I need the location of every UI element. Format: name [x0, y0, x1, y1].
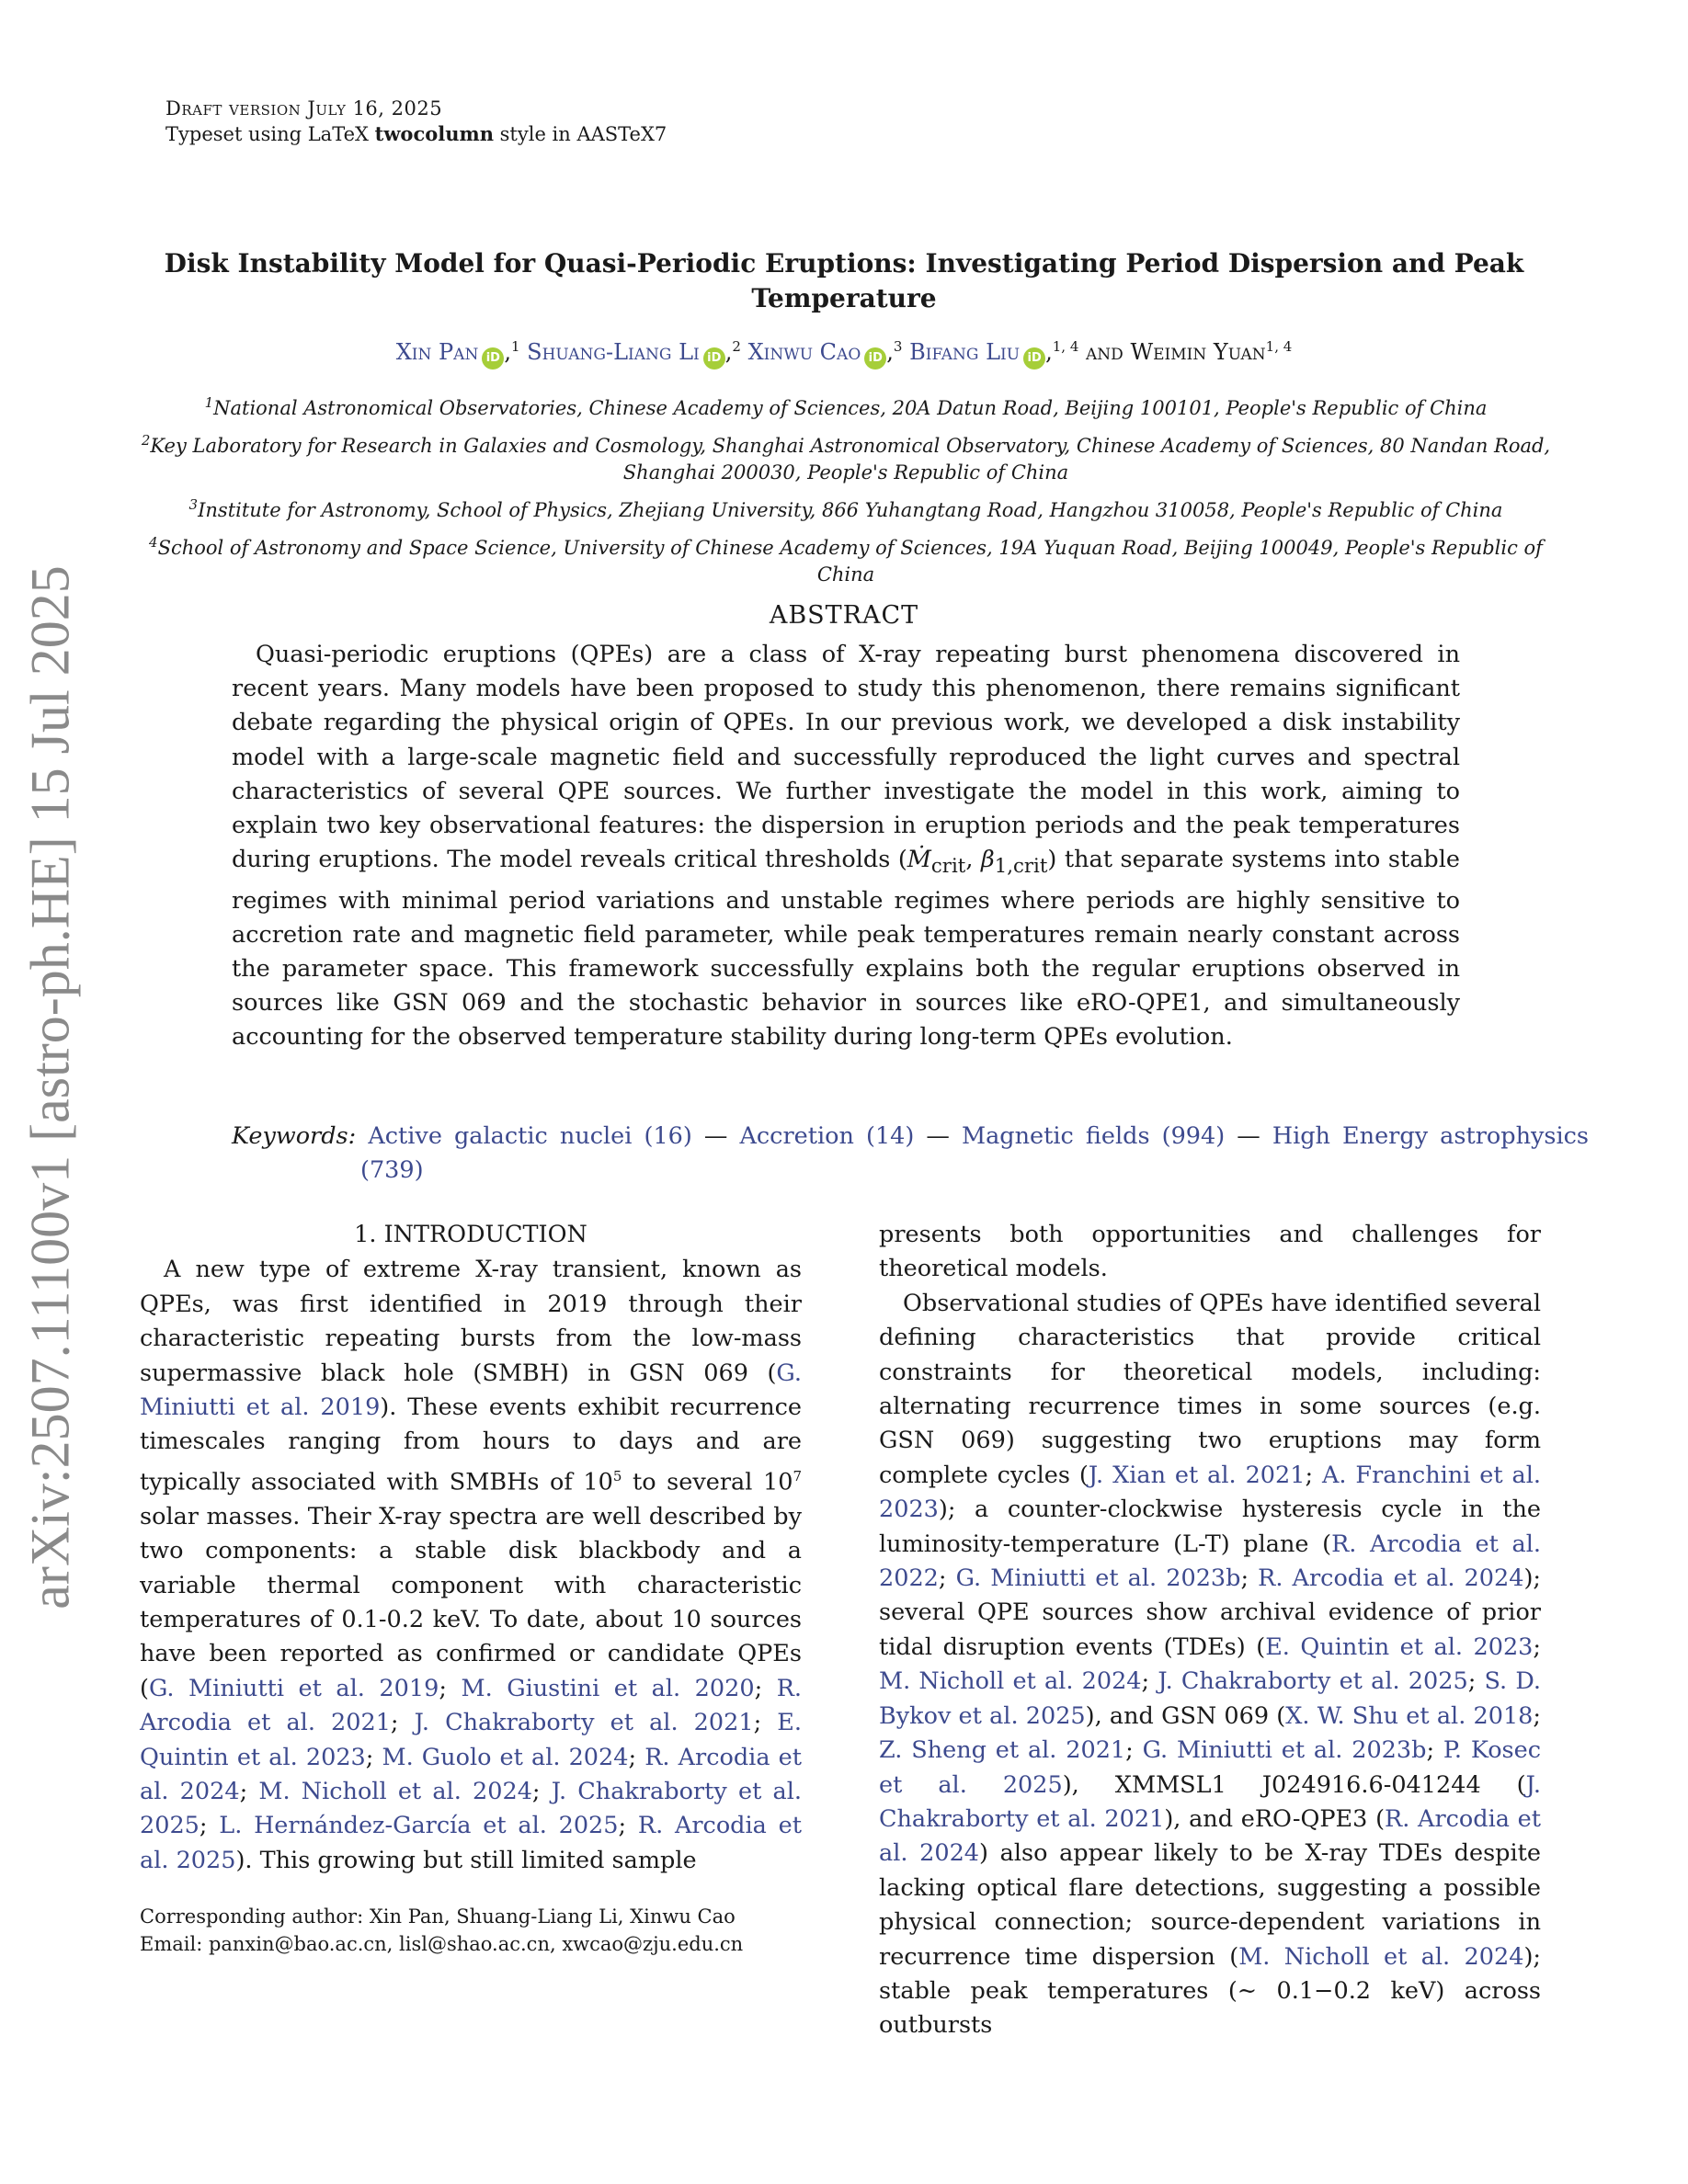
- citation-link[interactable]: J. Chakraborty et al. 2021: [414, 1709, 754, 1737]
- author-emails: Email: panxin@bao.ac.cn, lisl@shao.ac.cn, xwcao@zju.edu.cn: [140, 1933, 744, 1955]
- left-column: [140, 1218, 802, 1878]
- keywords-label: Keywords:: [232, 1122, 357, 1150]
- citation-link[interactable]: E. Quintin et al. 2023: [1265, 1632, 1534, 1661]
- citation-link[interactable]: J. Chakraborty et al. 2025: [140, 1778, 802, 1840]
- citation-link[interactable]: R. Arcodia et al. 2021: [140, 1674, 803, 1737]
- citation-link[interactable]: M. Nicholl et al. 2024: [879, 1667, 1142, 1696]
- citation-link[interactable]: R. Arcodia et al. 2024: [879, 1804, 1542, 1868]
- author-link[interactable]: Xinwu Cao: [747, 339, 861, 365]
- citation-link[interactable]: E. Quintin et al. 2023: [140, 1709, 803, 1771]
- paper-title: Disk Instability Model for Quasi-Periodic Eruptions: Investigating Period Dispersion and Peak Temperature: [164, 248, 1524, 313]
- keyword-link[interactable]: Active galactic nuclei (16): [368, 1122, 692, 1150]
- citation-link[interactable]: G. Miniutti et al. 2019: [140, 1359, 802, 1422]
- keywords: Keywords: Active galactic nuclei (16) — Accretion (14) — Magnetic fields (994) — High Energy astrophysics (739): [232, 1122, 1590, 1184]
- orcid-icon[interactable]: iD: [703, 347, 725, 370]
- citation-link[interactable]: M. Nicholl et al. 2024: [258, 1778, 532, 1805]
- abstract-text: Quasi-periodic eruptions (QPEs) are a class of X-ray repeating burst phenomena discovered in recent years. Many models have been proposed to study this phenomenon, there remains significant debate regarding the physical origin of QPEs. In our previous work, we developed a disk instability model with a large-scale magnetic field and successfully reproduced the light curves and spectral characteristics of several QPE sources. We further investigate the model in this work, aiming to explain two key observational features: the dispersion in eruption periods and the peak temperatures during eruptions. The model reveals critical thresholds (Ṁ$_{crit}$, $\beta_{1,crit}$) that separate systems into stable regimes with minimal period variations and unstable regimes where periods are highly sensitive to accretion rate and magnetic field parameter, while peak temperatures remain nearly constant across the parameter space. This framework successfully explains both the regular eruptions observed in sources like GSN 069 and the stochastic behavior in sources like eRO-QPE1, and simultaneously accounting for the observed temperature stability during long-term QPEs evolution.: [232, 641, 1460, 1052]
- affiliation: $^3$Institute for Astronomy, School of Physics, Zhejiang University, 866 Yuhangtang Road, Hangzhou 310058, People's Republic of China: [188, 496, 1503, 521]
- affiliation: $^4$School of Astronomy and Space Science, University of Chinese Academy of Sciences, 19A Yuquan Road, Beijing 100049, People's Republic of China: [149, 534, 1543, 586]
- author-name: Weimin Yuan: [1130, 339, 1266, 365]
- author-link[interactable]: Shuang-Liang Li: [527, 339, 700, 365]
- affiliations: [129, 390, 1563, 594]
- corresponding-author-footnote: [140, 1903, 743, 1958]
- keyword-link[interactable]: High Energy astrophysics (739): [360, 1122, 1590, 1184]
- draft-header: [165, 96, 667, 147]
- orcid-icon[interactable]: iD: [482, 347, 504, 370]
- citation-link[interactable]: G. Miniutti et al. 2019: [148, 1674, 439, 1702]
- affiliation: $^2$Key Laboratory for Research in Galaxies and Cosmology, Shanghai Astronomical Observatory, Chinese Academy of Sciences, 80 Nandan Road, Shanghai 200030, People's Republic of China: [141, 432, 1551, 483]
- keyword-link[interactable]: Magnetic fields (994): [961, 1122, 1226, 1150]
- citation-link[interactable]: J. Chakraborty et al. 2025: [1158, 1667, 1468, 1696]
- citation-link[interactable]: L. Hernández-García et al. 2025: [219, 1812, 619, 1840]
- section-heading: 1. INTRODUCTION: [354, 1221, 587, 1248]
- citation-link[interactable]: P. Kosec et al. 2025: [879, 1736, 1541, 1799]
- citation-link[interactable]: G. Miniutti et al. 2023b: [955, 1564, 1241, 1593]
- citation-link[interactable]: M. Guolo et al. 2024: [382, 1743, 629, 1771]
- latex-logo: LaTeX: [307, 123, 369, 145]
- citation-link[interactable]: G. Miniutti et al. 2023b: [1142, 1736, 1427, 1765]
- right-column: [879, 1218, 1541, 2043]
- affiliation: $^1$National Astronomical Observatories, Chinese Academy of Sciences, 20A Datun Road, Beijing 100101, People's Republic of China: [204, 394, 1488, 419]
- citation-link[interactable]: X. W. Shu et al. 2018: [1285, 1701, 1534, 1730]
- citation-link[interactable]: R. Arcodia et al. 2024: [1258, 1564, 1524, 1593]
- citation-link[interactable]: R. Arcodia et al. 2024: [140, 1743, 802, 1805]
- abstract-heading: ABSTRACT: [769, 601, 919, 630]
- arxiv-sidebar: [0, 0, 101, 2184]
- orcid-icon[interactable]: iD: [864, 347, 886, 370]
- corresponding-author: Corresponding author: Xin Pan, Shuang-Liang Li, Xinwu Cao: [140, 1905, 736, 1928]
- intro-paragraph: Observational studies of QPEs have identified several defining characteristics that provide critical constraints for theoretical models, including: alternating recurrence times in some sources (e.g. GSN 069) suggesting two eruptions may form complete cycles (J. Xian et al. 2021; A. Franchini et al. 2023); a counter-clockwise hysteresis cycle in the luminosity-temperature (L-T) plane (R. Arcodia et al. 2022; G. Miniutti et al. 2023b; R. Arcodia et al. 2024); several QPE sources show archival evidence of prior tidal disruption events (TDEs) (E. Quintin et al. 2023; M. Nicholl et al. 2024; J. Chakraborty et al. 2025; S. D. Bykov et al. 2025), and GSN 069 (X. W. Shu et al. 2018; Z. Sheng et al. 2021; G. Miniutti et al. 2023b; P. Kosec et al. 2025), XMMSL1 J024916.6-041244 (J. Chakraborty et al. 2021), and eRO-QPE3 (R. Arcodia et al. 2024) also appear likely to be X-ray TDEs despite lacking optical flare detections, suggesting a possible physical connection; source-dependent variations in recurrence time dispersion (M. Nicholl et al. 2024); stable peak temperatures (∼ 0.1−0.2 keV) across outbursts: [879, 1289, 1542, 2040]
- draft-version: Draft version July 16, 2025: [165, 97, 443, 119]
- citation-link[interactable]: J. Chakraborty et al. 2021: [879, 1770, 1541, 1833]
- citation-link[interactable]: A. Franchini et al. 2023: [879, 1461, 1542, 1524]
- citation-link[interactable]: J. Xian et al. 2021: [1088, 1461, 1306, 1489]
- citation-link[interactable]: M. Nicholl et al. 2024: [1238, 1942, 1524, 1971]
- citation-link[interactable]: S. D. Bykov et al. 2025: [879, 1667, 1541, 1730]
- orcid-icon[interactable]: iD: [1023, 347, 1045, 370]
- arxiv-id-stamp: arXiv:2507.11100v1 [astro-ph.HE] 15 Jul 2025: [19, 565, 81, 1610]
- typeset-line: Typeset using LaTeX twocolumn style in AASTeX7: [165, 122, 667, 145]
- intro-paragraph: A new type of extreme X-ray transient, known as QPEs, was first identified in 2019 through their characteristic repeating bursts from the low-mass supermassive black hole (SMBH) in GSN 069 (G. Miniutti et al. 2019). These events exhibit recurrence timescales ranging from hours to days and are typically associated with SMBHs of $10^5$ to several $10^7$ solar masses. Their X-ray spectra are well described by two components: a stable disk blackbody and a variable thermal component with characteristic temperatures of 0.1-0.2 keV. To date, about 10 sources have been reported as confirmed or candidate QPEs (G. Miniutti et al. 2019; M. Giustini et al. 2020; R. Arcodia et al. 2021; J. Chakraborty et al. 2021; E. Quintin et al. 2023; M. Guolo et al. 2024; R. Arcodia et al. 2024; M. Nicholl et al. 2024; J. Chakraborty et al. 2025; L. Hernández-García et al. 2025; R. Arcodia et al. 2025). This growing but still limited sample: [140, 1256, 803, 1874]
- author-link[interactable]: Bifang Liu: [909, 339, 1021, 365]
- keyword-link[interactable]: Accretion (14): [739, 1122, 915, 1150]
- citation-link[interactable]: R. Arcodia et al. 2022: [879, 1530, 1541, 1593]
- intro-paragraph: presents both opportunities and challenges for theoretical models.: [879, 1221, 1541, 1283]
- author-list: Xin Pan iD ,$^1$ Shuang-Liang Li iD ,$^2$ Xinwu Cao iD ,$^3$ Bifang Liu iD ,$^{1, 4}$ and Weimin Yuan$^{1, 4}$: [156, 338, 1532, 370]
- author-link[interactable]: Xin Pan: [395, 339, 479, 365]
- citation-link[interactable]: Z. Sheng et al. 2021: [879, 1736, 1126, 1765]
- citation-link[interactable]: R. Arcodia et al. 2025: [140, 1812, 802, 1874]
- citation-link[interactable]: M. Giustini et al. 2020: [461, 1674, 755, 1702]
